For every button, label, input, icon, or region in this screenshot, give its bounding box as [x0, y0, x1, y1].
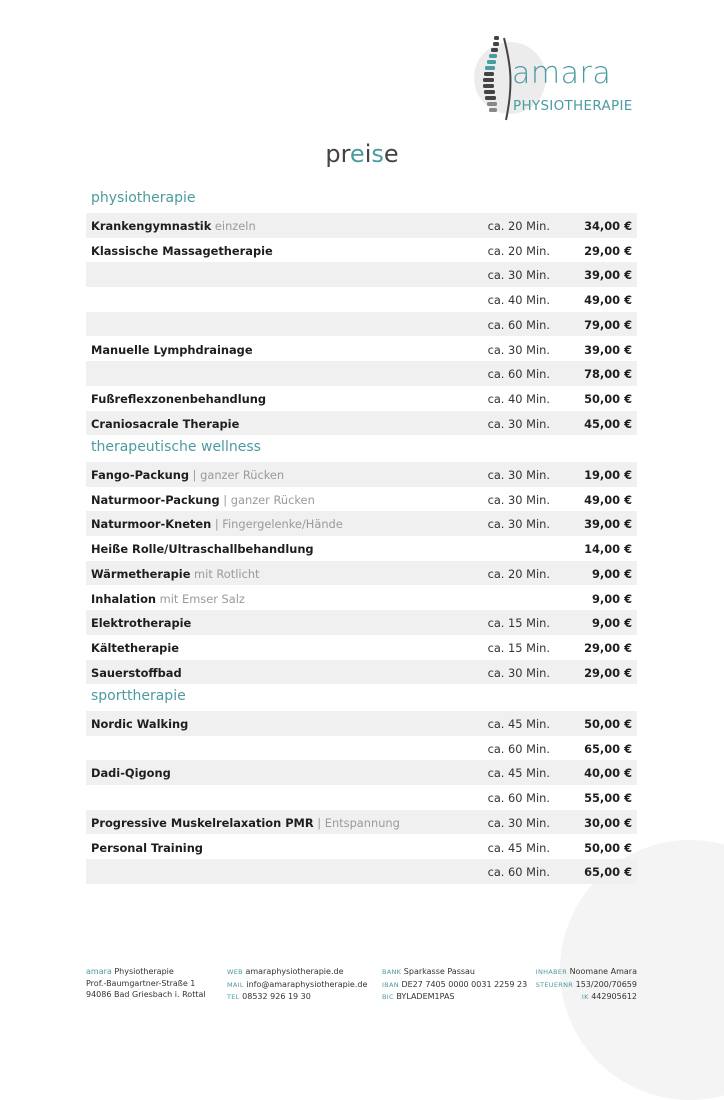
price-row	[86, 810, 637, 835]
section-heading: physiotherapie	[91, 190, 196, 206]
service-price: 49,00 €	[584, 293, 632, 308]
service-duration: ca. 60 Min.	[487, 367, 550, 382]
service-price: 50,00 €	[584, 840, 632, 855]
service-name: Naturmoor-Packung | ganzer Rücken	[91, 492, 315, 507]
service-duration: ca. 15 Min.	[487, 616, 550, 631]
service-duration: ca. 40 Min.	[487, 293, 550, 308]
service-duration: ca. 40 Min.	[487, 391, 550, 406]
service-price: 65,00 €	[584, 865, 632, 880]
price-row	[86, 760, 637, 785]
price-row	[86, 586, 637, 611]
service-price: 49,00 €	[584, 492, 632, 507]
price-row	[86, 635, 637, 660]
service-price: 50,00 €	[584, 717, 632, 731]
service-name: Manuelle Lymphdrainage	[91, 342, 253, 357]
service-note: | ganzer Rücken	[189, 468, 285, 482]
service-name: Dadi-Qigong	[91, 766, 171, 781]
price-row	[86, 736, 637, 761]
service-price: 29,00 €	[584, 243, 632, 258]
service-duration: ca. 45 Min.	[487, 717, 550, 731]
service-price: 9,00 €	[592, 616, 632, 631]
service-price: 65,00 €	[584, 741, 632, 756]
service-price: 50,00 €	[584, 391, 632, 406]
service-note: | Fingergelenke/Hände	[211, 517, 343, 532]
service-name: Nordic Walking	[91, 717, 189, 731]
price-row	[86, 536, 637, 561]
service-duration: ca. 60 Min.	[487, 317, 550, 332]
service-duration: ca. 30 Min.	[487, 815, 550, 830]
service-name: Craniosacrale Therapie	[91, 416, 240, 431]
price-row	[86, 610, 637, 635]
footer-bank: BANK Sparkasse Passau IBAN DE27 7405 0000 0031 2259 23 BIC BYLADEM1PAS	[382, 967, 528, 1001]
price-row	[86, 312, 637, 337]
price-row	[86, 660, 637, 685]
service-price: 78,00 €	[584, 367, 632, 382]
service-price: 19,00 €	[584, 468, 632, 482]
service-note: einzeln	[211, 219, 256, 233]
footer-address: amara Physiotherapie Prof.-Baumgartner-Straße 1 94086 Bad Griesbach i. Rottal	[86, 967, 206, 999]
service-duration: ca. 60 Min.	[487, 741, 550, 756]
service-note: | Entspannung	[313, 815, 400, 830]
service-name: Klassische Massagetherapie	[91, 243, 273, 258]
section-heading: sporttherapie	[91, 688, 186, 704]
service-price: 45,00 €	[584, 416, 632, 431]
price-row	[86, 561, 637, 586]
service-duration: ca. 15 Min.	[487, 640, 550, 655]
service-note: mit Rotlicht	[190, 566, 260, 581]
service-note: | ganzer Rücken	[219, 492, 315, 507]
price-row	[86, 859, 637, 884]
service-price: 9,00 €	[592, 591, 632, 606]
section-heading: therapeutische wellness	[91, 439, 261, 455]
service-duration: ca. 30 Min.	[487, 268, 550, 283]
service-duration: ca. 60 Min.	[487, 791, 550, 806]
service-name: Fango-Packung | ganzer Rücken	[91, 468, 285, 482]
service-price: 34,00 €	[584, 219, 632, 233]
price-row	[86, 487, 637, 512]
price-row	[86, 511, 637, 536]
service-duration: ca. 30 Min.	[487, 665, 550, 680]
service-duration: ca. 30 Min.	[487, 492, 550, 507]
service-name: Sauerstoffbad	[91, 665, 182, 680]
service-duration: ca. 20 Min.	[487, 219, 550, 233]
service-name: Krankengymnastik einzeln	[91, 219, 256, 233]
footer-contact: WEB amaraphysiotherapie.de MAIL info@amaraphysiotherapie.de TEL 08532 926 19 30	[227, 967, 368, 1001]
footer-owner: INHABER Noomane Amara STEUERNR 153/200/70659 IK 442905612	[535, 967, 637, 1001]
service-name: Progressive Muskelrelaxation PMR | Entspannung	[91, 815, 400, 830]
price-row	[86, 711, 637, 736]
service-price: 29,00 €	[584, 665, 632, 680]
logo-subtitle: PHYSIOTHERAPIE	[513, 98, 633, 114]
service-price: 39,00 €	[584, 342, 632, 357]
price-row	[86, 213, 637, 238]
service-price: 30,00 €	[584, 815, 632, 830]
service-name: Personal Training	[91, 840, 203, 855]
price-row	[86, 361, 637, 386]
service-price: 40,00 €	[584, 766, 632, 781]
service-name: Wärmetherapie mit Rotlicht	[91, 566, 260, 581]
service-price: 39,00 €	[584, 517, 632, 532]
price-row	[86, 287, 637, 312]
price-row	[86, 386, 637, 411]
price-row	[86, 262, 637, 287]
service-name: Fußreflexzonenbehandlung	[91, 391, 266, 406]
service-name: Elektrotherapie	[91, 616, 192, 631]
service-name: Kältetherapie	[91, 640, 179, 655]
price-row	[86, 785, 637, 810]
service-duration: ca. 20 Min.	[487, 243, 550, 258]
logo-name: amara	[512, 56, 612, 91]
service-name: Naturmoor-Kneten | Fingergelenke/Hände	[91, 517, 343, 532]
service-duration: ca. 45 Min.	[487, 840, 550, 855]
service-duration: ca. 30 Min.	[487, 468, 550, 482]
service-name: Inhalation mit Emser Salz	[91, 591, 245, 606]
page-title: preise	[325, 140, 399, 168]
service-duration: ca. 60 Min.	[487, 865, 550, 880]
service-name: Heiße Rolle/Ultraschallbehandlung	[91, 542, 314, 557]
service-duration: ca. 30 Min.	[487, 517, 550, 532]
service-price: 14,00 €	[584, 542, 632, 557]
service-price: 55,00 €	[584, 791, 632, 806]
price-row	[86, 411, 637, 436]
price-row	[86, 337, 637, 362]
service-price: 9,00 €	[592, 566, 632, 581]
price-row	[86, 238, 637, 263]
service-duration: ca. 30 Min.	[487, 342, 550, 357]
service-price: 39,00 €	[584, 268, 632, 283]
price-row	[86, 835, 637, 860]
service-price: 29,00 €	[584, 640, 632, 655]
service-duration: ca. 45 Min.	[487, 766, 550, 781]
service-note: mit Emser Salz	[156, 591, 245, 606]
service-duration: ca. 20 Min.	[487, 566, 550, 581]
service-price: 79,00 €	[584, 317, 632, 332]
price-row	[86, 462, 637, 487]
service-duration: ca. 30 Min.	[487, 416, 550, 431]
